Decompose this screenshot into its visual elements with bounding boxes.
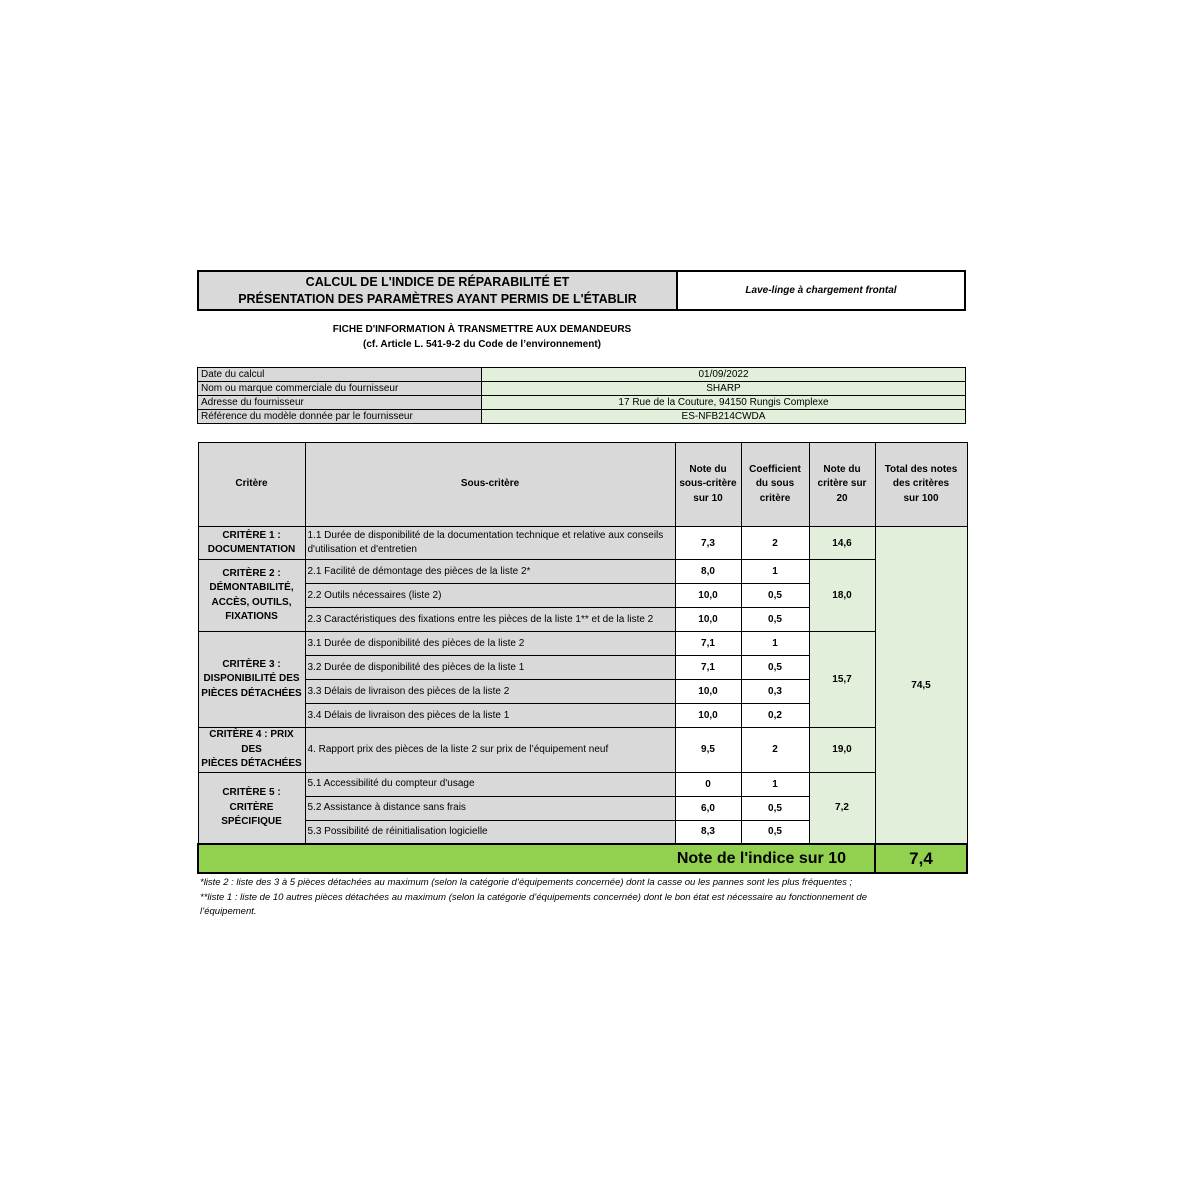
info-value: 17 Rue de la Couture, 94150 Rungis Complexe xyxy=(482,396,966,410)
product-category: Lave-linge à chargement frontal xyxy=(745,285,897,296)
criterion-label: CRITÈRE 2 : DÉMONTABILITÉ, ACCÈS, OUTILS, FIXATIONS xyxy=(198,560,305,632)
sub-criterion-coef: 0,2 xyxy=(741,704,809,728)
sub-criterion-coef: 0,5 xyxy=(741,820,809,844)
info-row-address xyxy=(198,396,966,410)
fiche-subtitle xyxy=(197,322,767,352)
sub-criterion-note: 10,0 xyxy=(675,680,741,704)
criterion-note: 15,7 xyxy=(809,632,875,728)
table-row xyxy=(198,728,967,773)
sub-criterion-label: 5.1 Accessibilité du compteur d'usage xyxy=(305,772,675,796)
title-line-2: PRÉSENTATION DES PARAMÈTRES AYANT PERMIS DE L'ÉTABLIR xyxy=(238,291,637,306)
col-header-note-critere: Note du critère sur 20 xyxy=(809,443,875,527)
col-header-total: Total des notes des critères sur 100 xyxy=(875,443,967,527)
info-label: Date du calcul xyxy=(198,368,482,382)
sub-criterion-note: 0 xyxy=(675,772,741,796)
sub-criterion-coef: 0,5 xyxy=(741,656,809,680)
sub-criterion-label: 2.2 Outils nécessaires (liste 2) xyxy=(305,584,675,608)
info-value: 01/09/2022 xyxy=(482,368,966,382)
footnotes xyxy=(200,876,960,920)
criterion-label: CRITÈRE 1 : DOCUMENTATION xyxy=(198,527,305,560)
info-row-date xyxy=(198,368,966,382)
criterion-note: 18,0 xyxy=(809,560,875,632)
sub-criterion-label: 5.3 Possibilité de réinitialisation logicielle xyxy=(305,820,675,844)
table-row xyxy=(198,560,967,584)
title-line-1: CALCUL DE L'INDICE DE RÉPARABILITÉ ET xyxy=(305,274,570,289)
sub-criterion-coef: 1 xyxy=(741,560,809,584)
sub-criterion-coef: 1 xyxy=(741,772,809,796)
sheet-title xyxy=(199,272,678,309)
sub-criterion-label: 3.2 Durée de disponibilité des pièces de la liste 1 xyxy=(305,656,675,680)
supplier-info-table xyxy=(197,367,966,424)
criterion-note: 14,6 xyxy=(809,527,875,560)
table-header-row xyxy=(198,443,967,527)
info-row-model xyxy=(198,410,966,424)
col-header-sous-critere: Sous-critère xyxy=(305,443,675,527)
criteria-table xyxy=(197,442,968,874)
sub-criterion-coef: 0,5 xyxy=(741,584,809,608)
col-header-note-sous-critere: Note du sous-critère sur 10 xyxy=(675,443,741,527)
info-row-brand xyxy=(198,382,966,396)
sub-criterion-coef: 0,5 xyxy=(741,608,809,632)
sub-criterion-label: 3.4 Délais de livraison des pièces de la liste 1 xyxy=(305,704,675,728)
info-label: Nom ou marque commerciale du fournisseur xyxy=(198,382,482,396)
sub-criterion-label: 2.1 Facilité de démontage des pièces de la liste 2* xyxy=(305,560,675,584)
footnote-liste-1: **liste 1 : liste de 10 autres pièces détachées au maximum (selon la catégorie d’équipements concernée) dont le bon état est nécessaire au fonctionnement de xyxy=(200,891,867,903)
sub-criterion-note: 7,1 xyxy=(675,632,741,656)
table-row xyxy=(198,632,967,656)
sub-criterion-label: 4. Rapport prix des pièces de la liste 2 sur prix de l’équipement neuf xyxy=(305,728,675,773)
sub-criterion-label: 3.1 Durée de disponibilité des pièces de la liste 2 xyxy=(305,632,675,656)
sub-criterion-note: 10,0 xyxy=(675,704,741,728)
sub-criterion-coef: 0,5 xyxy=(741,796,809,820)
sub-criterion-label: 3.3 Délais de livraison des pièces de la liste 2 xyxy=(305,680,675,704)
col-header-critere: Critère xyxy=(198,443,305,527)
footnote-liste-2: *liste 2 : liste des 3 à 5 pièces détachées au maximum (selon la catégorie d’équipements concernée) dont la casse ou les pannes sont les plus fréquentes ; xyxy=(200,877,853,888)
sub-criterion-note: 7,3 xyxy=(675,527,741,560)
info-value: ES-NFB214CWDA xyxy=(482,410,966,424)
fiche-line-1: FICHE D'INFORMATION À TRANSMETTRE AUX DEMANDEURS xyxy=(332,324,632,335)
criterion-note: 7,2 xyxy=(809,772,875,844)
sub-criterion-note: 10,0 xyxy=(675,584,741,608)
info-label: Référence du modèle donnée par le fournisseur xyxy=(198,410,482,424)
sub-criterion-note: 8,3 xyxy=(675,820,741,844)
table-row xyxy=(198,772,967,796)
final-score-row xyxy=(198,844,967,873)
sub-criterion-coef: 2 xyxy=(741,728,809,773)
sheet-header xyxy=(197,270,966,311)
sub-criterion-coef: 2 xyxy=(741,527,809,560)
info-value: SHARP xyxy=(482,382,966,396)
col-header-coefficient: Coefficient du sous critère xyxy=(741,443,809,527)
fiche-line-2: (cf. Article L. 541-9-2 du Code de l’environnement) xyxy=(362,339,601,350)
sub-criterion-note: 6,0 xyxy=(675,796,741,820)
sub-criterion-coef: 1 xyxy=(741,632,809,656)
info-label: Adresse du fournisseur xyxy=(198,396,482,410)
sub-criterion-label: 1.1 Durée de disponibilité de la documentation technique et relative aux conseils d'utilisation et d'entretien xyxy=(305,527,675,560)
sub-criterion-note: 10,0 xyxy=(675,608,741,632)
criterion-label: CRITÈRE 4 : PRIX DES PIÈCES DÉTACHÉES xyxy=(198,728,305,773)
final-score-value: 7,4 xyxy=(875,844,967,873)
table-row xyxy=(198,527,967,560)
criterion-label: CRITÈRE 3 : DISPONIBILITÉ DES PIÈCES DÉTACHÉES xyxy=(198,632,305,728)
criterion-label: CRITÈRE 5 : CRITÈRE SPÉCIFIQUE xyxy=(198,772,305,844)
total-score-100: 74,5 xyxy=(875,527,967,845)
sub-criterion-label: 2.3 Caractéristiques des fixations entre les pièces de la liste 1** et de la liste 2 xyxy=(305,608,675,632)
criterion-note: 19,0 xyxy=(809,728,875,773)
sub-criterion-note: 9,5 xyxy=(675,728,741,773)
sub-criterion-note: 7,1 xyxy=(675,656,741,680)
footnote-liste-1-cont: l’équipement. xyxy=(200,906,257,917)
sub-criterion-label: 5.2 Assistance à distance sans frais xyxy=(305,796,675,820)
final-score-label: Note de l'indice sur 10 xyxy=(198,844,875,873)
sub-criterion-coef: 0,3 xyxy=(741,680,809,704)
sub-criterion-note: 8,0 xyxy=(675,560,741,584)
